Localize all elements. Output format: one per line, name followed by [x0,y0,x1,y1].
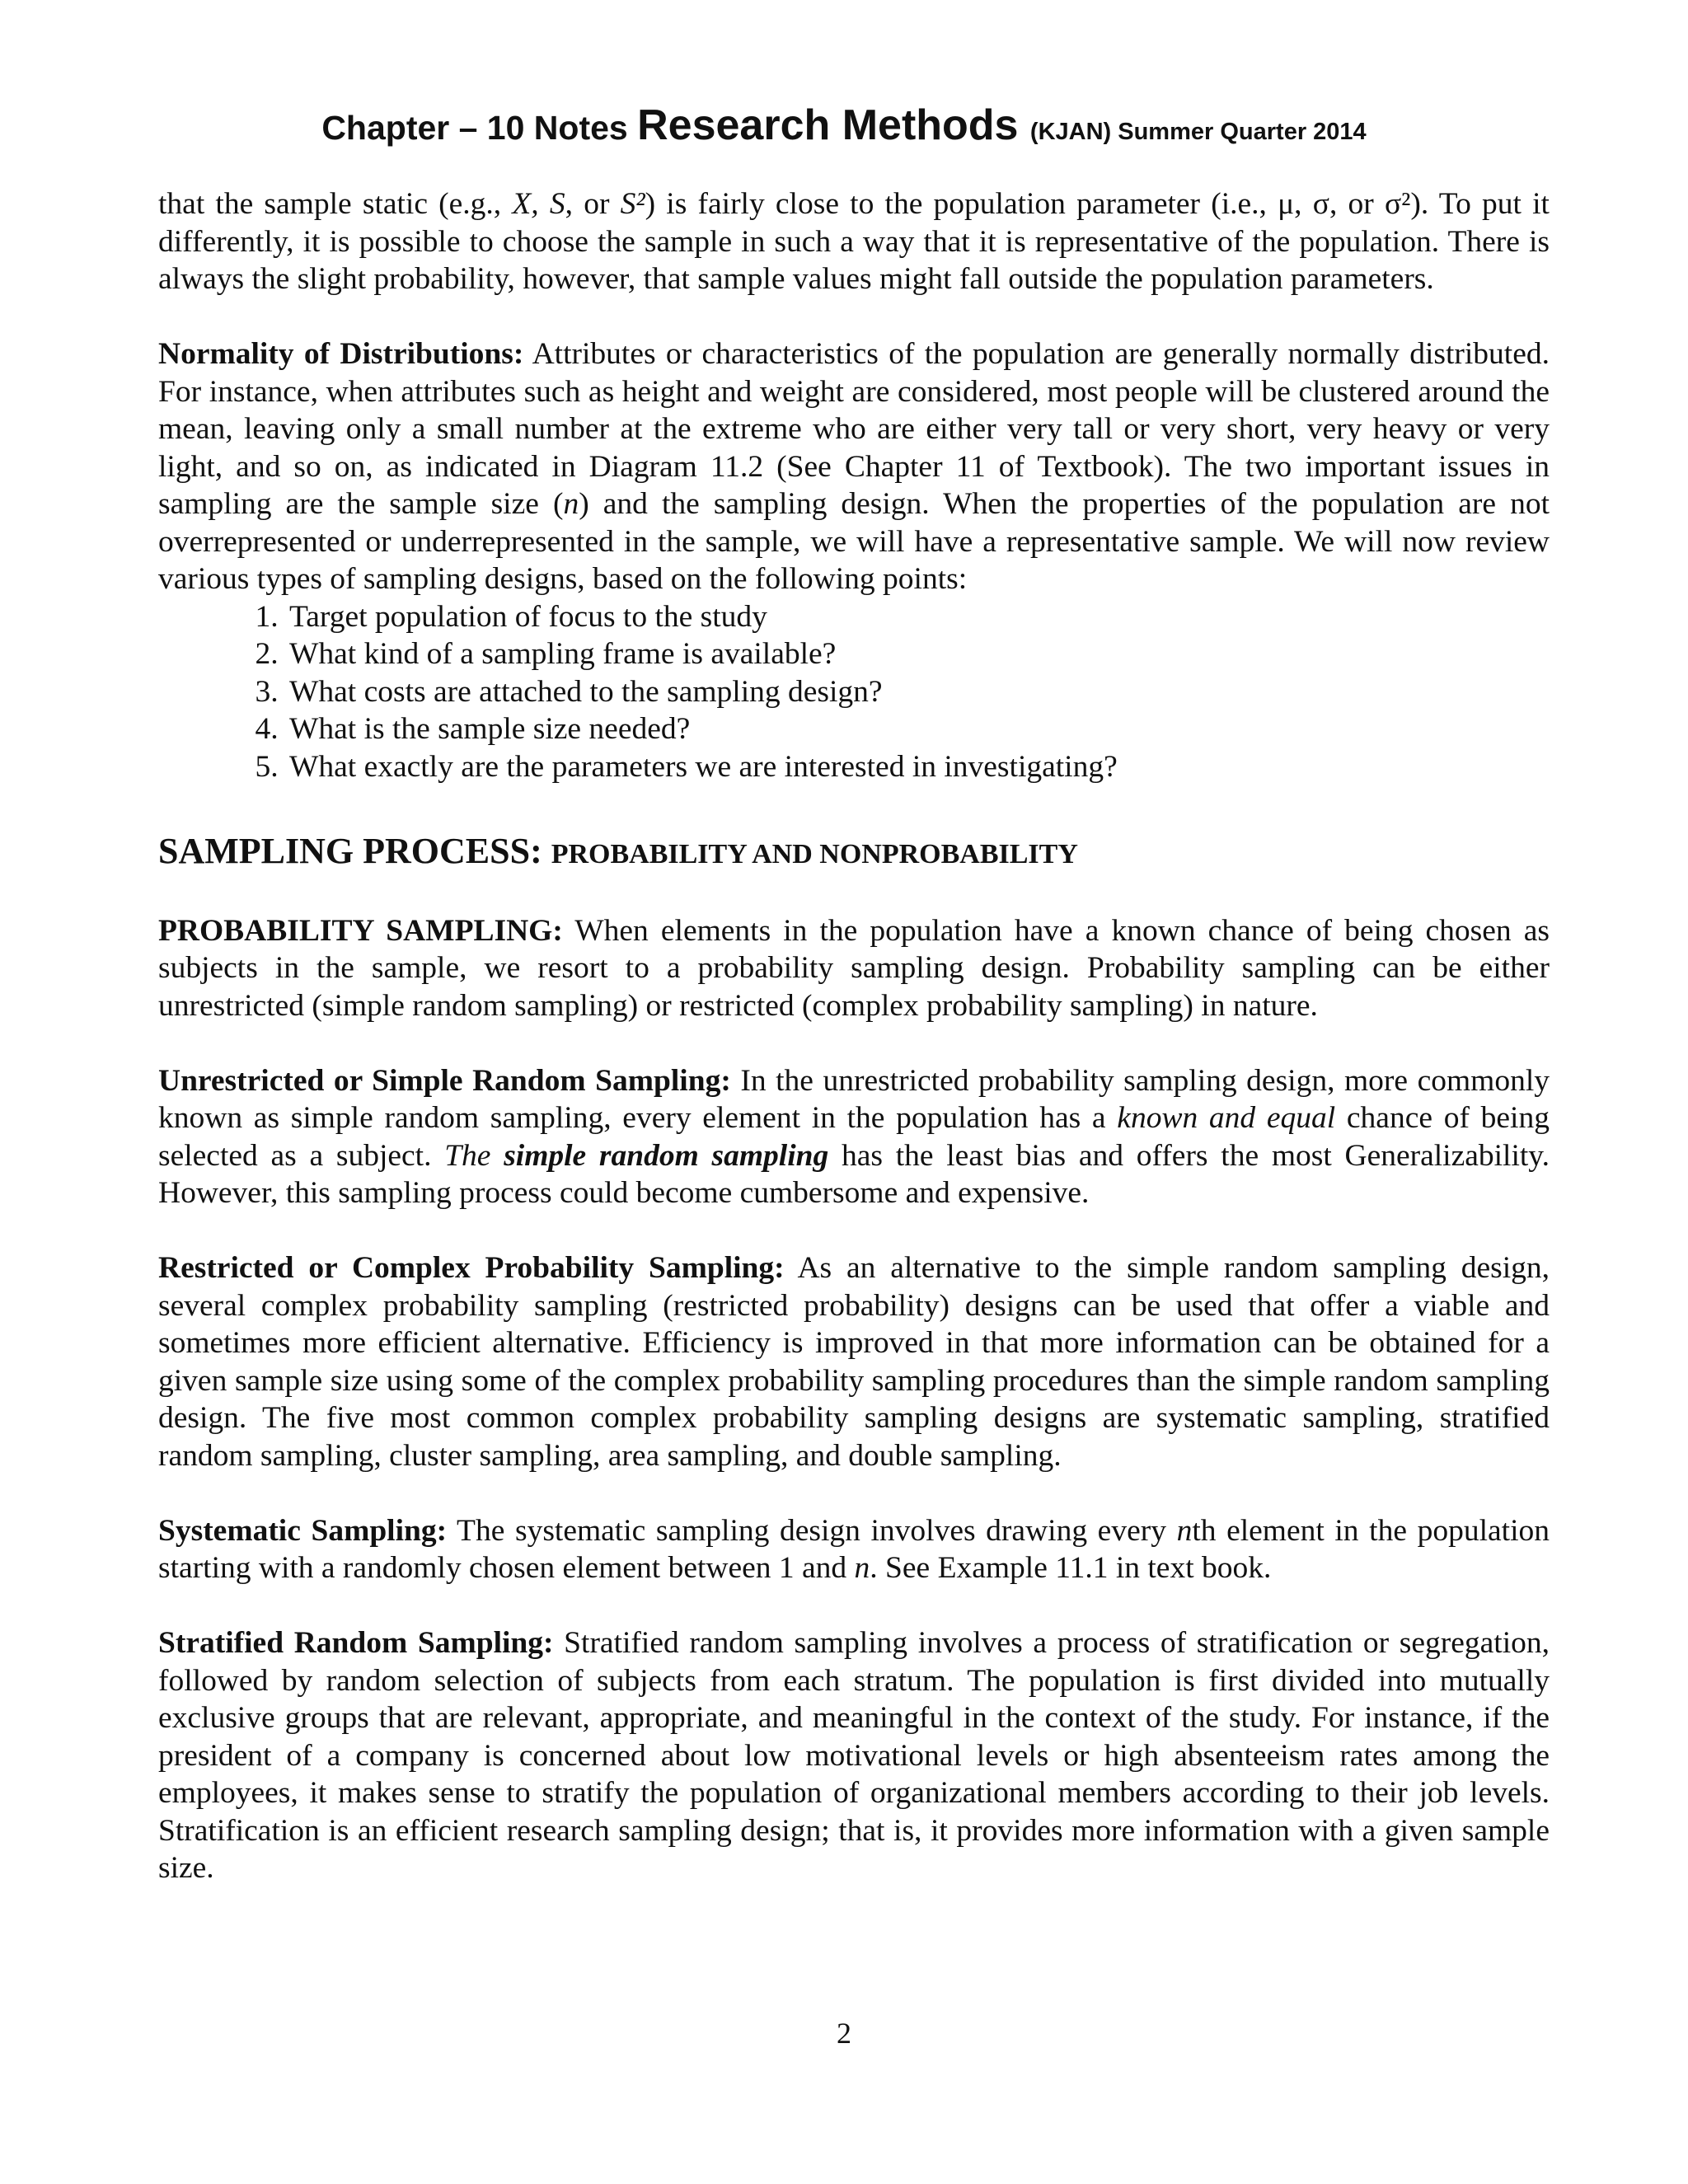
design-points-list [158,598,1550,786]
restricted-text: As an alternative to the simple random sampling design, several complex probability sampling (restricted probability) designs can be used that offer a viable and sometimes more efficient alternative. Efficiency is improved in that more information can be obtained for a given sample size using some of the complex probability sampling procedures than the simple random sampling design. The five most common complex probability sampling designs are systematic sampling, stratified random sampling, cluster sampling, area sampling, and double sampling. [158,1251,1550,1473]
unrestricted-paragraph [158,1062,1550,1212]
normality-text-1: Attributes or characteristics of the population are generally normally distributed. For instance, when attributes such as height and weight are considered, most people will be clustered around the mean, leaving only a small number at the extreme who are either very tall or very short, very heavy or very light, and so on, as indicated in Diagram 11.2 (See Chapter 11 of Textbook). The two important issues in sampling are the sample size ( [158,337,1550,521]
systematic-term: Systematic Sampling: [158,1513,448,1548]
list-item: 5. What exactly are the parameters we are interested in investigating? [286,748,1550,786]
stratified-paragraph [158,1624,1550,1887]
unrestricted-text-3: has the least bias and offers the most Generalizability. However, this sampling process could become cumbersome and expensive. [158,1138,1550,1210]
section-heading-sub: PROBABILITY AND NONPROBABILITY [551,838,1078,869]
unrestricted-text-2: chance of being selected as a subject. [158,1101,1550,1173]
intro-paragraph [158,185,1550,298]
intro-symbol-s2: S² [620,187,645,221]
page-number: 2 [837,2017,851,2050]
systematic-symbol-n: n [1176,1513,1193,1548]
systematic-text-1: The systematic sampling design involves drawing every [447,1513,1177,1548]
restricted-paragraph [158,1249,1550,1474]
list-item: 4. What is the sample size needed? [286,710,1550,748]
normality-term: Normality of Distributions: [158,337,524,371]
list-item: 2. What kind of a sampling frame is available? [286,635,1550,673]
list-item: 1. Target population of focus to the study [286,598,1550,636]
systematic-paragraph [158,1512,1550,1587]
unrestricted-srs: simple random sampling [504,1138,829,1173]
systematic-symbol-n: n [854,1551,870,1585]
section-heading [158,823,1550,879]
page-header [0,101,1688,161]
normality-paragraph [158,335,1550,598]
intro-symbol-xs: X, S [512,187,565,221]
unrestricted-text-1: In the unrestricted probability sampling design, more commonly known as simple random sampling, every element in the population has a [158,1063,1550,1135]
normality-symbol-n: n [563,487,579,521]
intro-text-3: ) is fairly close to the population parameter (i.e., μ, σ, or σ²). To put it differently, it is possible to choose the sample in such a way that it is representative of the population. There is always the slight probability, however, that sample values might fall outside the population parameters. [158,187,1550,296]
probability-text: When elements in the population have a known chance of being chosen as subjects in the sample, we resort to a probability sampling design. Probability sampling can be either unrestricted (simple random sampling) or restricted (complex probability sampling) in nature. [158,913,1550,1023]
intro-text-1: that the sample static (e.g., [158,187,513,221]
page-body [158,185,1550,1887]
header-chapter: Chapter – 10 Notes [321,109,638,147]
systematic-text-2: th element in the population starting with a randomly chosen element between 1 and [158,1513,1550,1585]
unrestricted-the: The [444,1138,504,1173]
header-course: Research Methods [637,101,1030,149]
unrestricted-term: Unrestricted or Simple Random Sampling: [158,1063,731,1098]
unrestricted-emphasis: known and equal [1117,1101,1336,1135]
stratified-text: Stratified random sampling involves a process of stratification or segregation, followed by random selection of subjects from each stratum. The population is first divided into mutually exclusive groups that are relevant, appropriate, and meaningful in the context of the study. For instance, if the president of a company is concerned about low motivational levels or high absenteeism rates among the employees, it makes sense to stratify the population of organizational members according to their job levels. Stratification is an efficient research sampling design; that is, it provides more information with a given sample size. [158,1626,1550,1885]
systematic-text-3: . See Example 11.1 in text book. [870,1551,1272,1585]
list-item: 3. What costs are attached to the sampling design? [286,673,1550,711]
probability-term: PROBABILITY SAMPLING: [158,913,563,948]
intro-text-2: , or [565,187,621,221]
probability-paragraph [158,912,1550,1025]
restricted-term: Restricted or Complex Probability Sampling: [158,1251,785,1285]
normality-text-2: ) and the sampling design. When the properties of the population are not overrepresented or underrepresented in the sample, we will have a representative sample. We will now review various types of sampling designs, based on the following points: [158,487,1550,596]
stratified-term: Stratified Random Sampling: [158,1626,554,1660]
header-term: (KJAN) Summer Quarter 2014 [1029,119,1367,145]
section-heading-main: SAMPLING PROCESS: [158,830,551,871]
